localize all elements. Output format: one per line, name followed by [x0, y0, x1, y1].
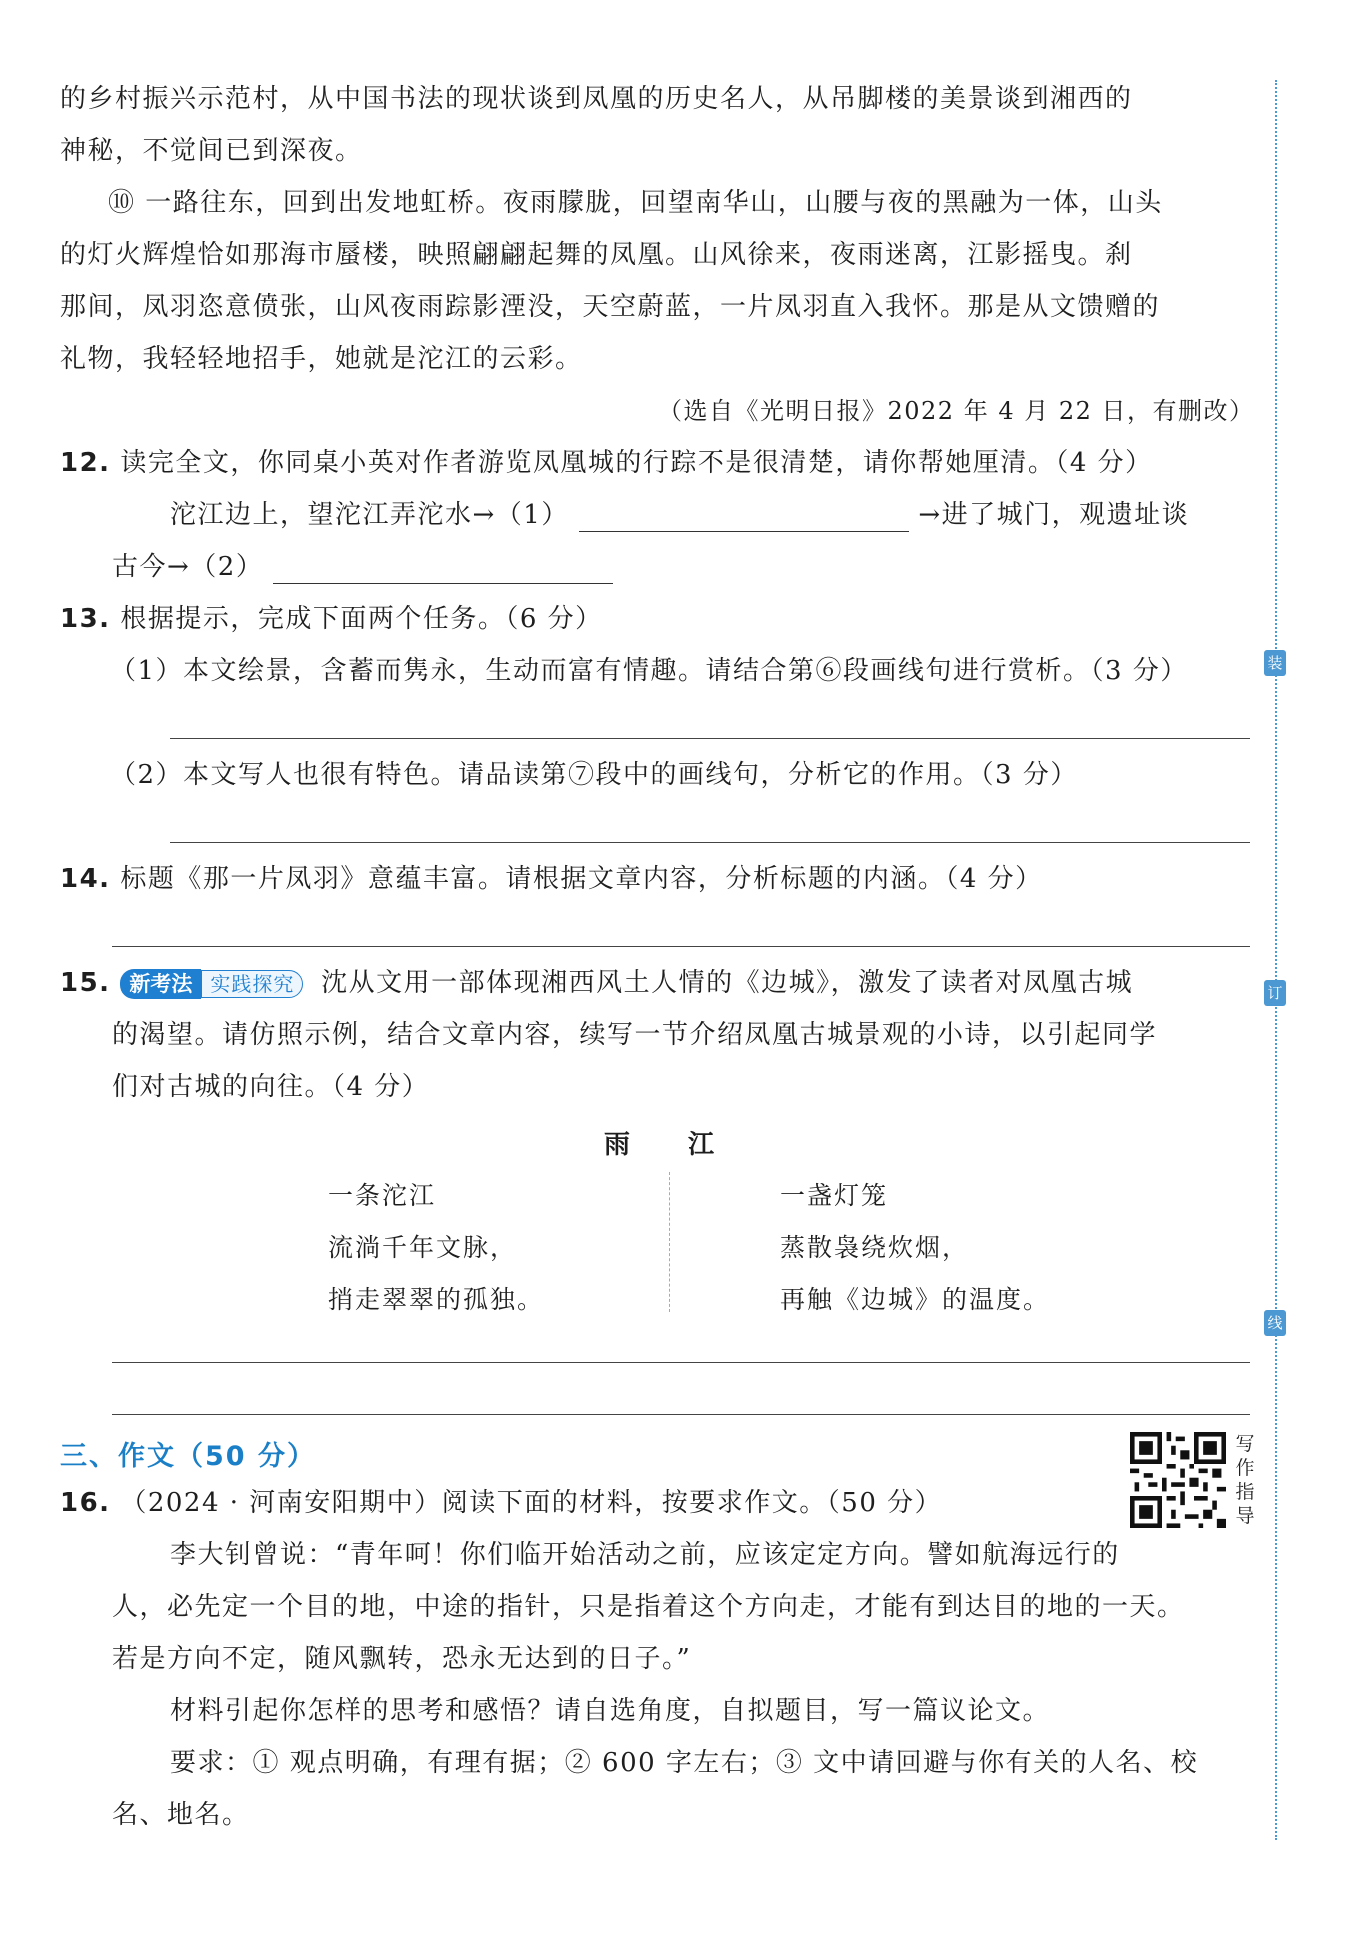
- question-number: 12.: [60, 448, 111, 478]
- qr-caption-char: 指: [1235, 1481, 1255, 1503]
- question-text: 沈从文用一部体现湘西风土人情的《边城》，激发了读者对凤凰古城: [321, 968, 1134, 998]
- question-text: 标题《那一片凤羽》意蕴丰富。请根据文章内容，分析标题的内涵。（4 分）: [120, 864, 1043, 894]
- q12-fill-line-1: [170, 498, 1189, 532]
- passage-line-5: 那间，凤羽恣意偾张，山风夜雨踪影湮没，天空蔚蓝，一片凤羽直入我怀。那是从文馈赠的: [60, 292, 1161, 322]
- q12-prompt-1b: →进了城门，观遗址谈: [918, 500, 1190, 530]
- material-line-1: 李大钊曾说：“青年呵！你们临开始活动之前，应该定定方向。譬如航海远行的: [170, 1540, 1120, 1570]
- question-text: 根据提示，完成下面两个任务。（6 分）: [120, 604, 603, 634]
- q12-prompt-2: 古今→（2）: [112, 552, 264, 582]
- poem-right-line-3: 再触《边城》的温度。: [780, 1285, 1051, 1314]
- qr-code-icon[interactable]: [1130, 1432, 1226, 1528]
- question-number: 13.: [60, 604, 111, 634]
- poem-title: 雨 江: [604, 1130, 717, 1160]
- qr-caption-char: 作: [1235, 1457, 1255, 1479]
- q15-text-line-2: 的渴望。请仿照示例，结合文章内容，续写一节介绍凤凰古城景观的小诗，以引起同学: [112, 1020, 1158, 1050]
- poem-right-line-1: 一盏灯笼: [780, 1181, 889, 1210]
- badge-tag: 实践探究: [201, 970, 303, 998]
- binding-mark-2: 订: [1264, 980, 1286, 1006]
- new-exam-badge: [120, 969, 303, 999]
- q13-answer-line-2[interactable]: [170, 842, 1250, 843]
- binding-mark-3: 线: [1264, 1310, 1286, 1336]
- binding-mark-1: 装: [1264, 650, 1286, 676]
- question-13: [60, 602, 603, 636]
- poem-divider: [669, 1172, 670, 1312]
- poem-right-line-2: 蒸散袅绕炊烟，: [780, 1233, 970, 1262]
- passage-source: （选自《光明日报》2022 年 4 月 22 日，有删改）: [658, 397, 1255, 425]
- passage-paragraph-10-line-1: ⑩ 一路往东，回到出发地虹桥。夜雨朦胧，回望南华山，山腰与夜的黑融为一体，山头: [108, 188, 1163, 218]
- poem-left-line-1: 一条沱江: [328, 1181, 437, 1210]
- q14-answer-line[interactable]: [112, 946, 1250, 947]
- material-line-2: 人，必先定一个目的地，中途的指针，只是指着这个方向走，才能有到达目的地的一天。: [112, 1592, 1185, 1622]
- question-16: [60, 1486, 942, 1520]
- qr-caption: [1234, 1432, 1256, 1528]
- q15-answer-line-1[interactable]: [112, 1362, 1250, 1363]
- q13-answer-line-1[interactable]: [170, 738, 1250, 739]
- question-text: 读完全文，你同桌小英对作者游览凤凰城的行踪不是很清楚，请你帮她厘清。（4 分）: [120, 448, 1153, 478]
- requirements-line-2: 名、地名。: [112, 1800, 250, 1830]
- binding-dotted-line: [1275, 80, 1277, 1840]
- poem-left-line-3: 捎走翠翠的孤独。: [328, 1285, 545, 1314]
- question-12: [60, 446, 1153, 480]
- instruction-line: 材料引起你怎样的思考和感悟？请自选角度，自拟题目，写一篇议论文。: [170, 1696, 1051, 1726]
- question-number: 16.: [60, 1488, 111, 1518]
- q15-answer-line-2[interactable]: [112, 1414, 1250, 1415]
- passage-line-2: 神秘，不觉间已到深夜。: [60, 136, 363, 166]
- q12-fill-line-2: [112, 550, 613, 584]
- poem-left-line-2: 流淌千年文脉，: [328, 1233, 518, 1262]
- q15-text-line-3: 们对古城的向往。（4 分）: [112, 1072, 430, 1102]
- passage-line-6: 礼物，我轻轻地招手，她就是沱江的云彩。: [60, 344, 583, 374]
- question-14: [60, 862, 1043, 896]
- material-line-3: 若是方向不定，随风飘转，恐永无达到的日子。”: [112, 1644, 692, 1674]
- question-15: [60, 966, 1133, 1000]
- badge-label: 新考法: [120, 969, 201, 999]
- passage-line-4: 的灯火辉煌恰如那海市蜃楼，映照翩翩起舞的凤凰。山风徐来，夜雨迷离，江影摇曳。刹: [60, 240, 1133, 270]
- requirements-line-1: 要求：① 观点明确，有理有据；② 600 字左右；③ 文中请回避与你有关的人名、校: [170, 1748, 1199, 1778]
- q12-prompt-1: 沱江边上，望沱江弄沱水→（1）: [170, 500, 569, 530]
- q13-subquestion-2: （2）本文写人也很有特色。请品读第⑦段中的画线句，分析它的作用。（3 分）: [110, 760, 1078, 790]
- section-title-composition: 三、作文（50 分）: [60, 1441, 316, 1472]
- q12-blank-1[interactable]: [579, 501, 909, 532]
- q13-subquestion-1: （1）本文绘景，含蓄而隽永，生动而富有情趣。请结合第⑥段画线句进行赏析。（3 分）: [110, 656, 1188, 686]
- qr-caption-char: 导: [1235, 1505, 1255, 1527]
- passage-line-1: 的乡村振兴示范村，从中国书法的现状谈到凤凰的历史名人，从吊脚楼的美景谈到湘西的: [60, 84, 1133, 114]
- question-text: （2024 · 河南安阳期中）阅读下面的材料，按要求作文。（50 分）: [120, 1488, 943, 1518]
- q12-blank-2[interactable]: [273, 553, 613, 584]
- qr-caption-char: 写: [1235, 1433, 1255, 1455]
- question-number: 14.: [60, 864, 111, 894]
- question-number: 15.: [60, 968, 111, 998]
